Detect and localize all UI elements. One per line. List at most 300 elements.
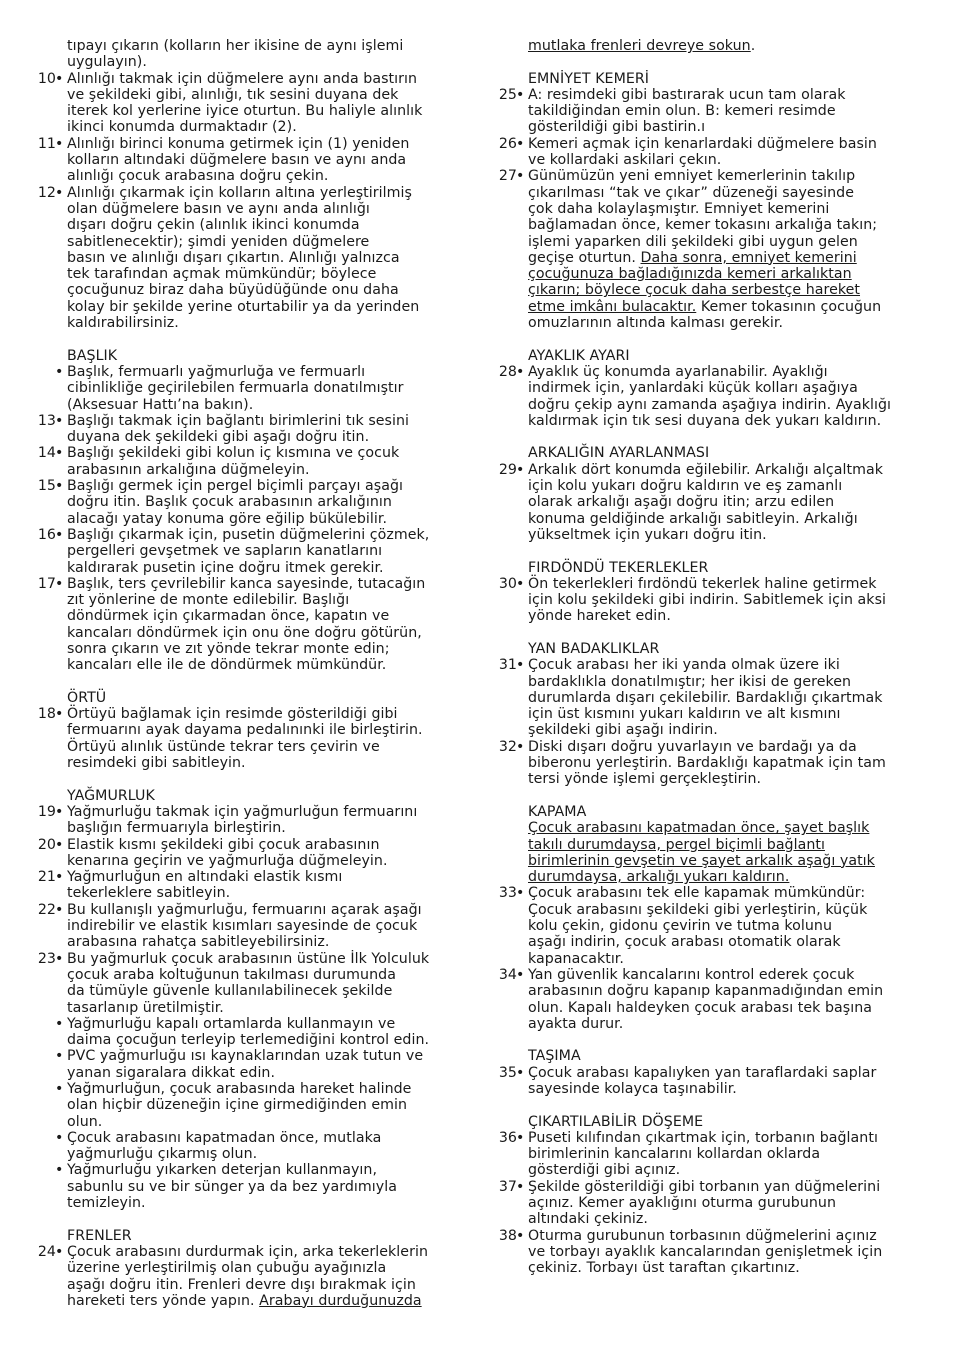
item-number: 19 bbox=[37, 803, 56, 820]
text-line bbox=[32, 397, 460, 413]
line-text: için üst kısmını yukarı kaldırın ve alt kısmını bbox=[528, 706, 841, 723]
text-line bbox=[493, 706, 923, 722]
line-text: daima çocuğun terleyip terlemediğini kontrol edin. bbox=[67, 1032, 430, 1049]
line-text: üzerine yerleştirilmiş olan çubuğu ayağınızla bbox=[67, 1260, 387, 1277]
line-text: Yağmurluğun en altındaki elastik kısmı bbox=[67, 869, 343, 886]
line-text: Örtüyü bağlamak için resimde gösterildiği gibi bbox=[67, 706, 398, 723]
line-text: çekiniz. Torbayı üst taraftan çıkartınız. bbox=[528, 1260, 800, 1277]
line-text: Ayaklık üç konumda ayarlanabilir. Ayaklığı bbox=[528, 363, 828, 380]
text-line bbox=[32, 951, 460, 967]
line-text: alacağı yatay konuma göre eğilip bükülebilir. bbox=[67, 510, 388, 527]
line-text: çıkarılması “tak ve çıkar” düzeneği sayesinde bbox=[528, 184, 855, 201]
line-text: resimdeki gibi sabitleyin. bbox=[67, 755, 246, 772]
paragraph-gap bbox=[493, 331, 923, 347]
text-line bbox=[493, 722, 923, 738]
bullet-icon: • bbox=[55, 526, 64, 543]
text-line bbox=[32, 1162, 460, 1178]
underlined-text: etme imkânı bulacaktır. bbox=[528, 298, 697, 315]
line-text: kaldırmak için tık sesi duyana dek yukarı kaldırın. bbox=[528, 412, 882, 429]
bullet-icon: • bbox=[55, 836, 64, 853]
line-text: Yağmurluğu takmak için yağmurluğun fermuarını bbox=[67, 803, 418, 820]
bullet-icon: • bbox=[516, 363, 525, 380]
line-text: pergelleri gevşetmek ve sapların kanatlarını bbox=[67, 543, 383, 560]
text-line bbox=[32, 152, 460, 168]
line-text: duyana dek şekildeki gibi aşağı doğru itin. bbox=[67, 429, 370, 446]
text-line bbox=[32, 87, 460, 103]
text-line bbox=[493, 1211, 923, 1227]
text-line bbox=[493, 657, 923, 673]
line-text: birimlerinin kancalarını kollardan oklarda bbox=[528, 1146, 821, 1163]
line-text: Alınlığı takmak için düğmelere aynı anda bastırın bbox=[67, 70, 418, 87]
text-line bbox=[493, 234, 923, 250]
text-line bbox=[32, 885, 460, 901]
text-line bbox=[32, 837, 460, 853]
line-text: Puseti kılıfından çıkartmak için, torbanın bağlantı bbox=[528, 1129, 878, 1146]
line-text: Çocuk arabasını durdurmak için, arka tekerleklerin bbox=[67, 1243, 428, 1260]
text-line bbox=[32, 722, 460, 738]
text-line bbox=[493, 690, 923, 706]
text-line bbox=[32, 234, 460, 250]
text-line bbox=[32, 217, 460, 233]
text-line bbox=[32, 869, 460, 885]
text-line bbox=[493, 38, 923, 54]
line-text: döndürmek için çıkarmadan önce, kapatın ve bbox=[67, 608, 390, 625]
text-line bbox=[32, 315, 460, 331]
line-text: kaldırarak pusetin içine doğru itmek gerekir. bbox=[67, 559, 384, 576]
text-line bbox=[32, 1179, 460, 1195]
line-text: doğru çekip aynı zamanda aşağıya indirin. Ayaklığı bbox=[528, 396, 891, 413]
text-line bbox=[32, 755, 460, 771]
line-text: ikinci konumda durmaktadır (2). bbox=[67, 119, 297, 136]
line-text: tersi yönde işlemi gerçekleştirin. bbox=[528, 771, 762, 788]
line-text: BAŞLIK bbox=[67, 347, 118, 364]
line-text: biberonu yerleştirin. Bardaklığı kapatmak için tam bbox=[528, 755, 886, 772]
text-line bbox=[493, 511, 923, 527]
line-text: ve kollardaki askilari çekın. bbox=[528, 152, 722, 169]
text-line bbox=[493, 119, 923, 135]
text-line bbox=[493, 739, 923, 755]
text-line bbox=[32, 462, 460, 478]
text-line bbox=[493, 560, 923, 576]
text-line bbox=[32, 54, 460, 70]
item-number: 25 bbox=[498, 86, 517, 103]
line-text: kapanacaktır. bbox=[528, 950, 624, 967]
text-line bbox=[32, 1048, 460, 1064]
line-text: Çocuk arabasını tek elle kapamak mümkündür: bbox=[528, 885, 866, 902]
text-line bbox=[32, 185, 460, 201]
line-text: Başlığı şekildeki gibi kolun iç kısmına ve çocuk bbox=[67, 445, 400, 462]
line-text: FIRDÖNDÜ TEKERLEKLER bbox=[528, 559, 709, 576]
text-line bbox=[32, 1114, 460, 1130]
line-text: da tümüyle güvenle kullanılabilinecek şekilde bbox=[67, 983, 393, 1000]
item-number: 23 bbox=[37, 950, 56, 967]
item-number: 34 bbox=[498, 966, 517, 983]
text-line bbox=[32, 71, 460, 87]
text-line bbox=[493, 918, 923, 934]
text-line bbox=[493, 201, 923, 217]
item-number: 27 bbox=[498, 168, 517, 185]
bullet-icon: • bbox=[516, 1129, 525, 1146]
text-line bbox=[493, 1195, 923, 1211]
bullet-icon: • bbox=[516, 135, 525, 152]
line-text: işlemi yaparken dili şekildeki gibi uygun gelen bbox=[528, 233, 858, 250]
text-line bbox=[493, 217, 923, 233]
item-number: 21 bbox=[37, 869, 56, 886]
text-line bbox=[493, 869, 923, 885]
text-line bbox=[493, 1000, 923, 1016]
text-line bbox=[493, 853, 923, 869]
bullet-icon: • bbox=[516, 168, 525, 185]
text-line bbox=[32, 608, 460, 624]
text-line bbox=[32, 902, 460, 918]
left-column bbox=[32, 38, 460, 1309]
text-line bbox=[32, 38, 460, 54]
bullet-icon: • bbox=[55, 1048, 64, 1065]
line-text: Yan güvenlik kancalarını kontrol ederek çocuk bbox=[528, 966, 855, 983]
text-line bbox=[32, 1228, 460, 1244]
line-text: çocuğunuz biraz daha büyüdüğünde onu daha bbox=[67, 282, 399, 299]
bullet-icon: • bbox=[55, 184, 64, 201]
text-line bbox=[493, 348, 923, 364]
underlined-text: Çocuk arabasını kapatmadan önce, şayet başlık bbox=[528, 820, 870, 837]
line-text: kancaları döndürmek için onu öne doğru götürün, bbox=[67, 624, 422, 641]
text-line bbox=[32, 934, 460, 950]
line-text: ARKALIĞIN AYARLANMASI bbox=[528, 445, 710, 462]
line-text: YAĞMURLUK bbox=[67, 787, 155, 804]
text-line bbox=[32, 739, 460, 755]
line-text: yönde hareket edin. bbox=[528, 608, 671, 625]
text-line bbox=[493, 71, 923, 87]
item-number: 37 bbox=[498, 1178, 517, 1195]
text-line bbox=[32, 527, 460, 543]
item-number: 31 bbox=[498, 657, 517, 674]
text-line bbox=[493, 266, 923, 282]
text-line bbox=[32, 543, 460, 559]
bullet-icon: • bbox=[516, 1178, 525, 1195]
line-text: altındaki çekiniz. bbox=[528, 1211, 648, 1228]
paragraph-gap bbox=[32, 674, 460, 690]
text-line bbox=[493, 592, 923, 608]
item-number: 18 bbox=[37, 706, 56, 723]
text-line bbox=[32, 918, 460, 934]
line-text: Örtüyü alınlık üstünde tekrar ters çevirin ve bbox=[67, 738, 380, 755]
line-text: Arkalık dört konumda eğilebilir. Arkalığı alçaltmak bbox=[528, 461, 883, 478]
line-text: olarak arkalığı aşağı doğru itin; arzu edilen bbox=[528, 494, 835, 511]
paragraph-gap bbox=[493, 1097, 923, 1113]
bullet-icon: • bbox=[55, 575, 64, 592]
text-line bbox=[493, 674, 923, 690]
text-line bbox=[32, 282, 460, 298]
line-text: Çocuk arabasını şekildeki gibi yerleştirin, küçük bbox=[528, 901, 868, 918]
text-line bbox=[493, 820, 923, 836]
text-line bbox=[493, 1146, 923, 1162]
text-line bbox=[493, 1016, 923, 1032]
text-line bbox=[32, 657, 460, 673]
text-line bbox=[493, 951, 923, 967]
line-text: bardaklıkla donatılmıştır; her ikisi de gereken bbox=[528, 673, 852, 690]
line-text: Elastik kısmı şekildeki gibi çocuk arabasının bbox=[67, 836, 380, 853]
item-number: 15 bbox=[37, 478, 56, 495]
line-text: Oturma gurubunun torbasının düğmelerini açınız bbox=[528, 1227, 877, 1244]
line-text: Başlık, ters çevrilebilir kanca sayesinde, tutacağın bbox=[67, 575, 426, 592]
item-number: 11 bbox=[37, 135, 56, 152]
bullet-icon: • bbox=[516, 575, 525, 592]
text-line bbox=[32, 1097, 460, 1113]
text-line bbox=[493, 282, 923, 298]
text-line bbox=[32, 1016, 460, 1032]
text-line bbox=[32, 967, 460, 983]
text-line bbox=[493, 1228, 923, 1244]
line-text: tıpayı çıkarın (kolların her ikisine de aynı işlemi bbox=[67, 38, 404, 54]
line-text: cibinlikliğe geçirilebilen fermuarla donatılmıştır bbox=[67, 380, 404, 397]
text-line bbox=[493, 103, 923, 119]
line-text: geçişe oturtun. bbox=[528, 249, 641, 266]
item-number: 32 bbox=[498, 738, 517, 755]
text-line bbox=[493, 168, 923, 184]
item-number: 20 bbox=[37, 836, 56, 853]
paragraph-gap bbox=[32, 771, 460, 787]
bullet-icon: • bbox=[55, 869, 64, 886]
line-text: ayakta durur. bbox=[528, 1015, 624, 1032]
text-line bbox=[493, 1179, 923, 1195]
line-text: zıt yönlerine de monte edilebilir. Başlığı bbox=[67, 592, 350, 609]
text-line bbox=[493, 771, 923, 787]
line-text: ve şekildeki gibi, alınlığı, tık sesini duyana dek bbox=[67, 86, 399, 103]
item-number: 35 bbox=[498, 1064, 517, 1081]
text-line bbox=[493, 804, 923, 820]
text-line bbox=[32, 119, 460, 135]
text-line bbox=[493, 1130, 923, 1146]
text-line bbox=[493, 934, 923, 950]
bullet-icon: • bbox=[55, 901, 64, 918]
text-line bbox=[32, 1293, 460, 1309]
bullet-icon: • bbox=[55, 135, 64, 152]
line-text: Ön tekerlekleri fırdöndü tekerlek haline getirmek bbox=[528, 575, 877, 592]
line-text: kolay bir şekilde yerine oturtabilir ya da yerinden bbox=[67, 298, 420, 315]
text-line bbox=[32, 1000, 460, 1016]
item-number: 16 bbox=[37, 526, 56, 543]
text-line bbox=[32, 1130, 460, 1146]
text-line bbox=[493, 1244, 923, 1260]
underlined-text: Daha sonra, emniyet kemerini bbox=[640, 249, 857, 266]
line-text: başlığın fermuarıyla birleştirin. bbox=[67, 820, 286, 837]
line-text: Yağmurluğun, çocuk arabasında hareket halinde bbox=[67, 1081, 412, 1097]
line-text: TAŞIMA bbox=[528, 1048, 581, 1065]
line-text: (Aksesuar Hattı’na bakın). bbox=[67, 396, 254, 413]
item-number: 28 bbox=[498, 363, 517, 380]
item-number: 24 bbox=[37, 1243, 56, 1260]
line-text: fermuarını ayak dayama pedalınınki ile birleştirin. bbox=[67, 722, 423, 739]
item-number: 10 bbox=[37, 70, 56, 87]
bullet-icon: • bbox=[516, 86, 525, 103]
line-text: takildiğindan emin olun. B: kemeri resimde bbox=[528, 103, 836, 120]
line-text: A: resimdeki gibi bastırarak ucun tam olarak bbox=[528, 86, 846, 103]
item-number: 17 bbox=[37, 575, 56, 592]
paragraph-gap bbox=[493, 625, 923, 641]
text-line bbox=[493, 576, 923, 592]
text-line bbox=[493, 902, 923, 918]
item-number: 33 bbox=[498, 885, 517, 902]
text-line bbox=[32, 103, 460, 119]
text-line bbox=[32, 266, 460, 282]
text-line bbox=[493, 608, 923, 624]
bullet-icon: • bbox=[516, 738, 525, 755]
line-text: omuzlarının altında kalması gerekir. bbox=[528, 315, 784, 332]
item-number: 38 bbox=[498, 1227, 517, 1244]
line-text: doğru itin. Başlık çocuk arabasının arkalığının bbox=[67, 494, 392, 511]
line-text: sabunlu su ve bir sünger ya da bez yardımıyla bbox=[67, 1178, 397, 1195]
line-text: hareketi ters yönde yapın. bbox=[67, 1292, 260, 1309]
bullet-icon: • bbox=[55, 950, 64, 967]
text-line bbox=[493, 250, 923, 266]
underlined-text: birimlerinin gevşetin ve şayet arkalık aşağı yatık bbox=[528, 852, 875, 869]
text-line bbox=[32, 560, 460, 576]
line-text: kenarına geçirin ve yağmurluğa düğmeleyin. bbox=[67, 852, 388, 869]
text-line bbox=[32, 299, 460, 315]
text-line bbox=[493, 478, 923, 494]
text-line bbox=[493, 185, 923, 201]
text-line bbox=[493, 315, 923, 331]
line-text: Yağmurluğu kapalı ortamlarda kullanmayın ve bbox=[67, 1015, 396, 1032]
item-number: 13 bbox=[37, 412, 56, 429]
line-text: Başlığı germek için pergel biçimli parçayı aşağı bbox=[67, 478, 404, 495]
bullet-icon: • bbox=[55, 363, 64, 380]
item-number: 36 bbox=[498, 1129, 517, 1146]
text-line bbox=[32, 429, 460, 445]
text-line bbox=[493, 1260, 923, 1276]
line-text: olan düğmelere basın ve aynı anda alınlığı bbox=[67, 200, 370, 217]
paragraph-gap bbox=[32, 1211, 460, 1227]
item-number: 12 bbox=[37, 184, 56, 201]
text-line bbox=[493, 413, 923, 429]
text-line bbox=[493, 136, 923, 152]
line-text: Günümüzün yeni emniyet kemerlerinin takılıp bbox=[528, 168, 856, 185]
underlined-text: mutlaka frenleri devreye sokun bbox=[528, 38, 751, 54]
paragraph-gap bbox=[493, 543, 923, 559]
line-text: tek tarafından açmak mümkündür; böylece bbox=[67, 266, 377, 283]
paragraph-gap bbox=[493, 54, 923, 70]
text-line bbox=[32, 1065, 460, 1081]
line-text: Çocuk arabası her iki yanda olmak üzere iki bbox=[528, 657, 840, 674]
line-text: sabitlenecektir); şimdi yeniden düğmelere bbox=[67, 233, 370, 250]
line-text-tail: Kemer tokasının çocuğun bbox=[696, 298, 882, 315]
text-line bbox=[32, 690, 460, 706]
line-text: şekildeki gibi aşağı indirin. bbox=[528, 722, 718, 739]
text-line bbox=[493, 527, 923, 543]
line-text: tasarlanıp üretilmiştir. bbox=[67, 999, 224, 1016]
line-text: ÖRTÜ bbox=[67, 689, 107, 706]
text-line bbox=[32, 788, 460, 804]
text-line bbox=[32, 1146, 460, 1162]
paragraph-gap bbox=[493, 788, 923, 804]
item-number: 30 bbox=[498, 575, 517, 592]
text-line bbox=[493, 1081, 923, 1097]
line-text: arabasına rahatça sabitleyebilirsiniz. bbox=[67, 934, 330, 951]
line-text: yükseltmek için yukarı doğru itin. bbox=[528, 526, 767, 543]
underlined-text: çıkarın; böylece çocuk daha serbestçe hareket bbox=[528, 282, 861, 299]
line-text: sayesinde kolayca taşınabilir. bbox=[528, 1081, 737, 1097]
item-number: 29 bbox=[498, 461, 517, 478]
text-line bbox=[493, 380, 923, 396]
underlined-text: takılı durumdaysa, pergel biçimli bağlantı bbox=[528, 836, 825, 853]
text-line bbox=[32, 1195, 460, 1211]
line-text: konuma geldiğinde arkalığı sabitleyin. Arkalığı bbox=[528, 510, 858, 527]
bullet-icon: • bbox=[55, 412, 64, 429]
line-text: Çocuk arabasını kapatmadan önce, mutlaka bbox=[67, 1129, 382, 1146]
line-text: Başlık, fermuarlı yağmurluğa ve fermuarlı bbox=[67, 363, 366, 380]
item-number: 26 bbox=[498, 135, 517, 152]
text-line bbox=[493, 462, 923, 478]
text-line bbox=[32, 592, 460, 608]
line-text: EMNİYET KEMERİ bbox=[528, 70, 650, 87]
paragraph-gap bbox=[493, 1032, 923, 1048]
text-line bbox=[32, 1277, 460, 1293]
line-text: arabasının arkalığına düğmeleyin. bbox=[67, 461, 310, 478]
bullet-icon: • bbox=[516, 1227, 525, 1244]
text-line bbox=[493, 885, 923, 901]
line-text: tekerleklere sabitleyin. bbox=[67, 885, 231, 902]
line-text: Kemeri açmak için kenarlardaki düğmelere basin bbox=[528, 135, 877, 152]
line-text: sonra çıkarın ve zıt yönde tekrar monte edin; bbox=[67, 640, 390, 657]
text-line bbox=[493, 755, 923, 771]
line-text: yağmurluğu çıkarmış olun. bbox=[67, 1146, 258, 1163]
text-line bbox=[32, 641, 460, 657]
line-text: Çocuk arabası kapalıyken yan taraflardaki saplar bbox=[528, 1064, 877, 1081]
underlined-text: çocuğunuza bağladığınızda kemeri arkalıktan bbox=[528, 266, 852, 283]
text-line bbox=[493, 87, 923, 103]
line-text: Başlığı takmak için bağlantı birimlerini tık sesini bbox=[67, 412, 410, 429]
text-line bbox=[32, 625, 460, 641]
line-text: için kolu yukarı doğru kaldırın ve eş zamanlı bbox=[528, 478, 843, 495]
text-line bbox=[32, 706, 460, 722]
line-text: uygulayın). bbox=[67, 54, 147, 71]
text-line bbox=[493, 397, 923, 413]
bullet-icon: • bbox=[516, 657, 525, 674]
text-line bbox=[493, 445, 923, 461]
line-text: olun. Kapalı haldeyken çocuk arabası tek başına bbox=[528, 999, 873, 1016]
text-line bbox=[32, 168, 460, 184]
text-line bbox=[493, 967, 923, 983]
line-text: durumlarda dışarı çekilebilir. Bardaklığı çıkartmak bbox=[528, 689, 883, 706]
bullet-icon: • bbox=[516, 1064, 525, 1081]
paragraph-gap bbox=[32, 331, 460, 347]
text-line bbox=[32, 445, 460, 461]
line-text: arabasının doğru kapanıp kapanmadığından emin bbox=[528, 983, 884, 1000]
text-line bbox=[493, 364, 923, 380]
text-line bbox=[32, 413, 460, 429]
text-line bbox=[32, 494, 460, 510]
line-text: Diski dışarı doğru yuvarlayın ve bardağı ya da bbox=[528, 738, 857, 755]
item-number: 22 bbox=[37, 901, 56, 918]
line-text: için kolu şekildeki gibi indirin. Sabitlemek için aksi bbox=[528, 592, 886, 609]
line-text: olun. bbox=[67, 1113, 103, 1130]
line-text: gösterdiği gibi açınız. bbox=[528, 1162, 681, 1179]
line-text: Bu kullanışlı yağmurluğu, fermuarını açarak aşağı bbox=[67, 901, 422, 918]
text-line bbox=[493, 152, 923, 168]
bullet-icon: • bbox=[55, 478, 64, 495]
line-text: açınız. Kemer ayaklığını oturma gurubunun bbox=[528, 1195, 837, 1212]
bullet-icon: • bbox=[55, 70, 64, 87]
text-line bbox=[493, 1114, 923, 1130]
line-text: AYAKLIK AYARI bbox=[528, 347, 630, 364]
line-text: basın ve alınlığı dışarı çıkartın. Alınlığı yalnızca bbox=[67, 249, 400, 266]
line-text: olan hiçbir düzeneğin içine girmediğinden emin bbox=[67, 1097, 408, 1114]
text-line bbox=[32, 853, 460, 869]
text-line bbox=[493, 299, 923, 315]
text-line bbox=[32, 983, 460, 999]
text-line bbox=[493, 1048, 923, 1064]
line-text: Şekilde gösterildiği gibi torbanın yan düğmelerini bbox=[528, 1178, 881, 1195]
